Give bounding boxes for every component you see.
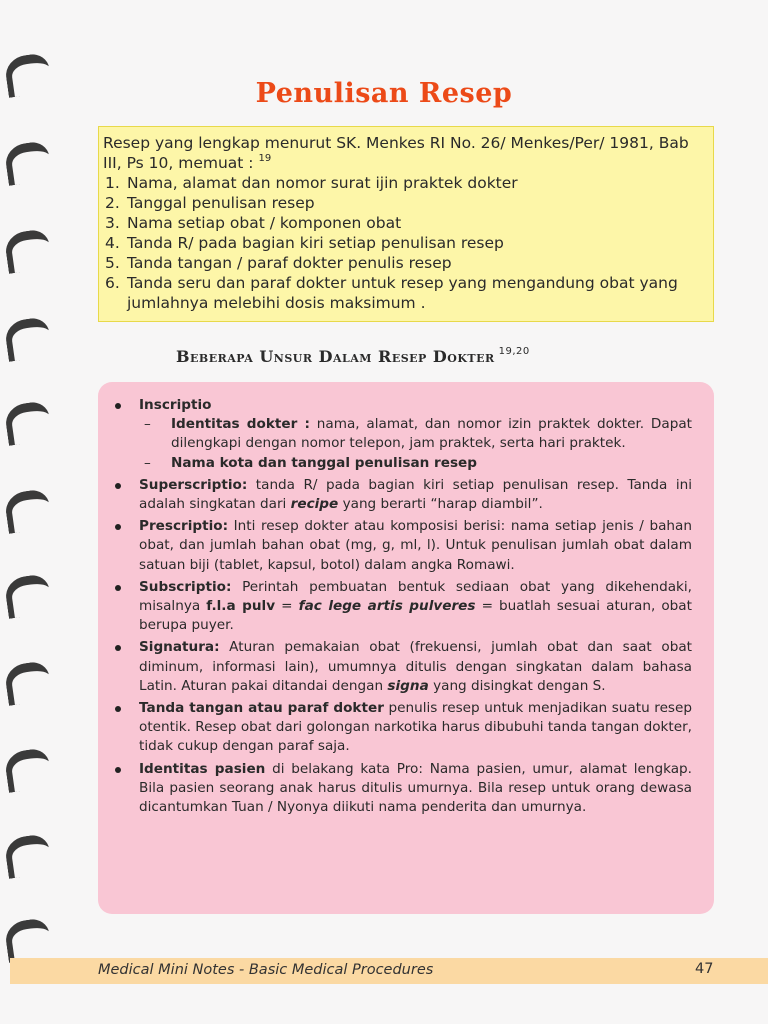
dash-icon: – — [144, 416, 151, 433]
bullet-icon — [115, 585, 121, 591]
item-text: Tanda seru dan paraf dokter untuk resep yang mengandung obat yang jumlahnya melebihi dosis maksimum . — [127, 274, 678, 312]
list-item — [103, 233, 709, 253]
binding-ring — [3, 917, 52, 963]
sub-item-identitas-dokter — [139, 415, 692, 453]
identitas-dokter-text: nama, alamat, dan nomor izin praktek dokter. Dapat dilengkapi dengan nomor telepon, jam praktek, serta hari praktek. — [171, 416, 692, 452]
item-number: 5. — [105, 254, 120, 272]
subscriptio-text-end: = buatlah sesuai aturan, obat berupa puyer. — [139, 598, 692, 634]
binding-ring — [3, 488, 52, 534]
tanda-tangan-text: penulis resep untuk menjadikan suatu resep otentik. Resep obat dari golongan narkotika harus dibubuhi tanda tangan dokter, tidak cukup dengan paraf saja. — [139, 700, 693, 755]
section-heading-text: Beberapa Unsur Dalam Resep Dokter — [176, 347, 495, 366]
recipe-term: recipe — [290, 496, 339, 513]
binding-ring — [3, 833, 52, 879]
bullet-icon — [115, 767, 121, 773]
bullet-identitas-pasien — [112, 760, 692, 818]
section-heading — [176, 346, 530, 366]
item-text: Tanda R/ pada bagian kiri setiap penulisan resep — [127, 234, 504, 252]
binding-ring — [3, 140, 52, 186]
identitas-pasien-text: di belakang kata Pro: Nama pasien, umur, alamat lengkap. Bila pasien seorang anak harus ditulis umurnya. Bila resep untuk orang dewasa dicantumkan Tuan / Nyonya diikuti nama penderita dan umurnya. — [139, 760, 692, 816]
item-text: Nama setiap obat / komponen obat — [127, 214, 402, 232]
item-number: 3. — [105, 214, 120, 232]
signatura-text: Aturan pemakaian obat (frekuensi, jumlah obat dan saat obat diminum, informasi lain), umumnya ditulis dengan singkatan dalam bahasa Latin. Aturan pakai ditandai dengan — [139, 639, 692, 694]
intro-reference: 19 — [258, 153, 272, 164]
bullet-icon — [115, 706, 121, 712]
binding-ring — [3, 747, 52, 793]
binding-ring — [3, 228, 52, 274]
list-item — [103, 253, 709, 273]
bullet-superscriptio — [112, 476, 692, 514]
item-number: 1. — [105, 174, 120, 192]
bullet-icon — [115, 524, 121, 530]
prescriptio-text: Inti resep dokter atau komposisi berisi: nama setiap jenis / bahan obat, dan jumlah bahan obat (mg, g, ml, l). Untuk penulisan jumlah obat dalam satuan biji (tablet, kapsul, botol) dalam angka Romawi. — [139, 518, 692, 573]
bullet-icon — [115, 403, 121, 409]
bullet-icon — [115, 483, 121, 489]
nama-kota-label: Nama kota dan tanggal penulisan resep — [171, 454, 477, 471]
item-number: 2. — [105, 194, 120, 212]
page-number: 47 — [695, 961, 714, 977]
list-item — [103, 213, 709, 233]
item-text: Tanggal penulisan resep — [127, 194, 315, 212]
subscriptio-label: Subscriptio: — [139, 578, 232, 595]
signa-term: signa — [387, 677, 429, 694]
binding-ring — [3, 400, 52, 446]
dash-icon: – — [144, 454, 151, 471]
latin-term: fac lege artis pulveres — [298, 598, 476, 615]
prescriptio-label: Prescriptio: — [139, 518, 229, 535]
footer-book-title: Medical Mini Notes - Basic Medical Procedures — [98, 962, 434, 978]
signatura-label: Signatura: — [139, 639, 220, 656]
identitas-pasien-label: Identitas pasien — [139, 760, 266, 777]
requirements-box — [98, 126, 714, 322]
list-item — [103, 273, 709, 313]
signatura-text-end: yang disingkat dengan S. — [428, 677, 606, 694]
binding-ring — [3, 316, 52, 362]
equals-sign: = — [275, 598, 299, 615]
identitas-dokter-label: Identitas dokter : — [171, 416, 310, 433]
bullet-subscriptio — [112, 578, 692, 636]
requirements-list — [103, 173, 709, 313]
tanda-tangan-label: Tanda tangan atau paraf dokter — [139, 700, 384, 717]
sub-item-nama-kota — [139, 454, 692, 473]
requirements-intro — [103, 133, 709, 173]
bullet-prescriptio — [112, 517, 692, 575]
page-title: Penulisan Resep — [255, 78, 513, 109]
section-heading-reference: 19,20 — [498, 346, 530, 357]
item-text: Nama, alamat dan nomor surat ijin praktek dokter — [127, 174, 518, 192]
prescription-elements-box — [98, 382, 714, 914]
superscriptio-text-end: yang berarti “harap diambil”. — [338, 496, 543, 513]
bullet-signatura — [112, 638, 692, 696]
fla-pulv-term: f.l.a pulv — [206, 598, 276, 615]
bullet-inscriptio — [112, 396, 692, 473]
list-item — [103, 173, 709, 193]
bullet-tanda-tangan — [112, 699, 692, 757]
binding-ring — [3, 573, 52, 619]
item-number: 6. — [105, 274, 120, 292]
item-text: Tanda tangan / paraf dokter penulis resep — [127, 254, 452, 272]
inscriptio-label: Inscriptio — [139, 397, 212, 413]
bullet-icon — [115, 645, 121, 651]
item-number: 4. — [105, 234, 120, 252]
list-item — [103, 193, 709, 213]
superscriptio-label: Superscriptio: — [139, 476, 248, 493]
binding-ring — [3, 660, 52, 706]
superscriptio-text: tanda R/ pada bagian kiri setiap penulisan resep. Tanda ini adalah singkatan dari — [139, 476, 692, 513]
subscriptio-text: Perintah pembuatan bentuk sediaan obat yang dikehendaki, misalnya — [139, 578, 692, 615]
intro-text: Resep yang lengkap menurut SK. Menkes RI No. 26/ Menkes/Per/ 1981, Bab III, Ps 10, memuat : — [103, 134, 689, 172]
